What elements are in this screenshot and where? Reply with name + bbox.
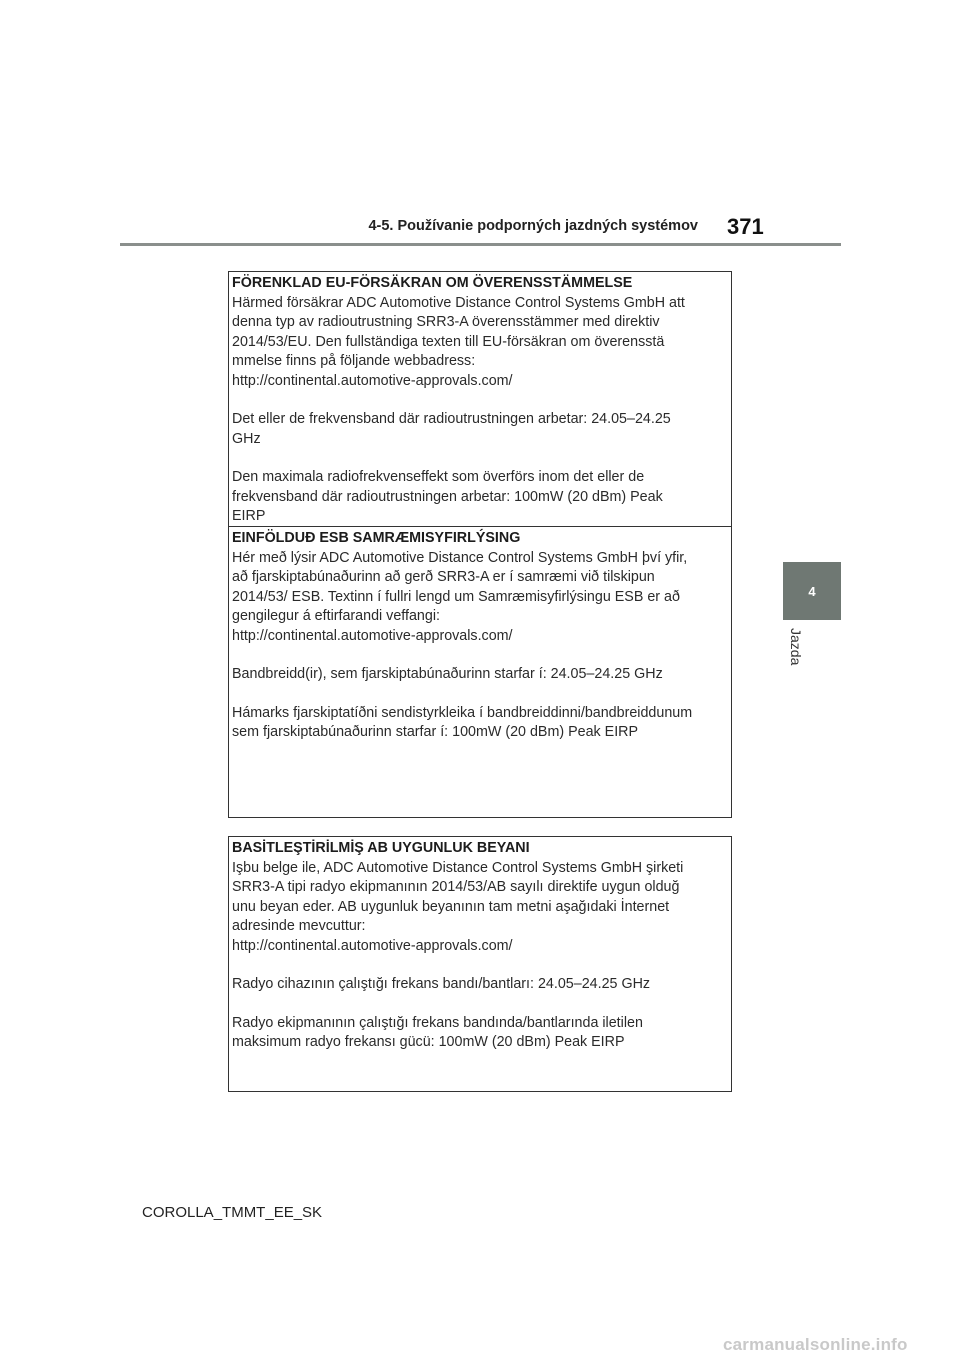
text-line: GHz [232, 430, 261, 447]
header-divider [120, 243, 841, 246]
declaration-paragraph [232, 549, 727, 647]
paragraph-gap [232, 646, 727, 665]
paragraph-gap [232, 449, 727, 468]
text-line: maksimum radyo frekansı gücü: 100mW (20 dBm) Peak EIRP [232, 1034, 625, 1050]
declaration-section-sv [229, 272, 731, 526]
text-line: Radyo cihazının çalıştığı frekans bandı/bantları: 24.05–24.25 GHz [232, 976, 651, 992]
paragraph-gap [232, 956, 727, 975]
text-line: Härmed försäkrar ADC Automotive Distance Control Systems GmbH att [232, 294, 685, 311]
text-line: Hér með lýsir ADC Automotive Distance Control Systems GmbH því yfir, [232, 549, 688, 566]
text-line: http://continental.automotive-approvals.com/ [232, 372, 513, 389]
text-line: 2014/53/EU. Den fullständiga texten till EU-försäkran om överensstä [232, 333, 665, 350]
declaration-box-1 [228, 271, 732, 818]
declaration-paragraph [232, 410, 727, 449]
declaration-paragraph [232, 975, 727, 995]
text-line: Den maximala radiofrekvenseffekt som överförs inom det eller de [232, 469, 645, 485]
text-line: mmelse finns på följande webbadress: [232, 353, 476, 369]
declaration-box-2 [228, 836, 732, 1092]
text-line: unu beyan eder. AB uygunluk beyanının tam metni aşağıdaki İnternet [232, 898, 670, 915]
declaration-title: EINFÖLDUÐ ESB SAMRÆMISYFIRLÝSING [232, 530, 521, 546]
text-line: adresinde mevcuttur: [232, 918, 366, 934]
document-code: COROLLA_TMMT_EE_SK [142, 1204, 323, 1221]
text-line: SRR3-A tipi radyo ekipmanının 2014/53/AB sayılı direktife uygun olduğ [232, 879, 680, 895]
text-line: denna typ av radioutrustning SRR3-A överensstämmer med direktiv [232, 314, 660, 330]
page-number: 371 [727, 214, 764, 239]
text-line: frekvensband där radioutrustningen arbetar: 100mW (20 dBm) Peak [232, 488, 663, 505]
text-line: sem fjarskiptabúnaðurinn starfar í: 100mW (20 dBm) Peak EIRP [232, 724, 639, 740]
text-line: http://continental.automotive-approvals.com/ [232, 627, 513, 644]
declaration-paragraph [232, 704, 727, 743]
section-heading: 4-5. Používanie podporných jazdných systémov [368, 218, 698, 234]
declaration-title: FÖRENKLAD EU-FÖRSÄKRAN OM ÖVERENSSTÄMMELSE [232, 275, 633, 291]
text-line: http://continental.automotive-approvals.com/ [232, 937, 513, 954]
site-watermark: carmanualsonline.info [723, 1335, 908, 1354]
chapter-tab: 4 [783, 562, 841, 620]
chapter-label: Jazda [788, 628, 804, 666]
text-line: Radyo ekipmanının çalıştığı frekans bandında/bantlarında iletilen [232, 1014, 643, 1031]
text-line: Hámarks fjarskiptatíðni sendistyrkleika í bandbreiddinni/bandbreiddunum [232, 704, 693, 721]
declaration-paragraph [232, 665, 727, 685]
paragraph-gap [232, 391, 727, 410]
declaration-paragraph [232, 468, 727, 527]
paragraph-gap [232, 995, 727, 1014]
text-line: að fjarskiptabúnaðurinn að gerð SRR3-A er í samræmi við tilskipun [232, 569, 655, 585]
declaration-paragraph [232, 294, 727, 392]
text-line: Bandbreidd(ir), sem fjarskiptabúnaðurinn starfar í: 24.05–24.25 GHz [232, 666, 663, 682]
declaration-paragraph [232, 1014, 727, 1053]
text-line: EIRP [232, 508, 266, 524]
declaration-paragraph [232, 859, 727, 957]
text-line: 2014/53/ ESB. Textinn í fullri lengd um Samræmisyfirlýsingu ESB er að [232, 588, 680, 605]
declaration-section-is [229, 526, 731, 743]
paragraph-gap [232, 685, 727, 704]
text-line: Işbu belge ile, ADC Automotive Distance Control Systems GmbH şirketi [232, 859, 684, 876]
text-line: gengilegur á eftirfarandi veffangi: [232, 608, 440, 624]
declaration-section-tr [229, 837, 731, 1053]
declaration-title: BASİTLEŞTİRİLMİŞ AB UYGUNLUK BEYANI [232, 840, 530, 856]
text-line: Det eller de frekvensband där radioutrustningen arbetar: 24.05–24.25 [232, 411, 671, 427]
